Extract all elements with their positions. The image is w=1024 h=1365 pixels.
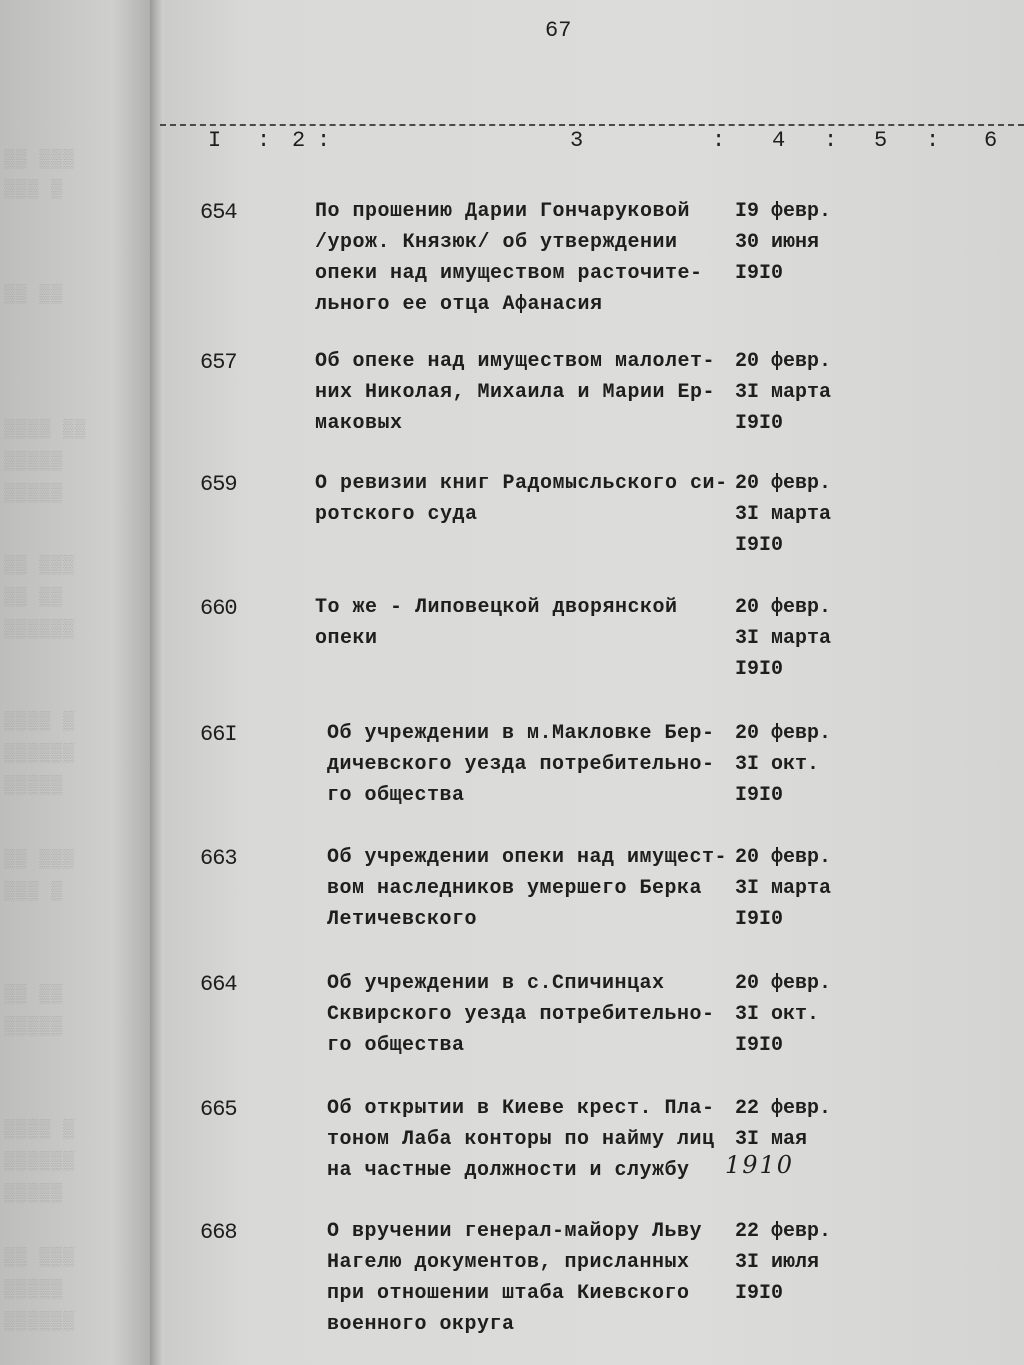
column-separator: : bbox=[317, 128, 331, 153]
column-separator: : bbox=[712, 128, 726, 153]
entry-number: 665 bbox=[200, 1097, 237, 1122]
entry-description: Об открытии в Киеве крест. Пла- тоном Лаба конторы по найму лиц на частные должности и службу bbox=[327, 1097, 715, 1182]
entry-description: О вручении генерал-майору Льву Нагелю документов, присланных при отношении штаба Киевского военного округа bbox=[327, 1220, 703, 1336]
entry-dates: 22 февр. 3I июля I9I0 bbox=[735, 1220, 832, 1305]
entry-description: Об учреждении в с.Спичинцах Сквирского уезда потребительно- го общества bbox=[327, 972, 715, 1057]
column-header-2: 2 bbox=[292, 128, 306, 153]
entry-description: То же - Липовецкой дворянской опеки bbox=[315, 596, 678, 650]
entry-number: 654 bbox=[200, 200, 237, 225]
entry-dates: 20 февр. 3I окт. I9I0 bbox=[735, 722, 832, 807]
entry-description: Об учреждении опеки над имущест- вом наследников умершего Берка Летичевского bbox=[327, 846, 728, 931]
entry-description: По прошению Дарии Гончаруковой /урож. Князюк/ об утверждении опеки над имуществом расточите- льного ее отца Афанасия bbox=[315, 200, 703, 316]
entry-dates: 20 февр. 3I марта I9I0 bbox=[735, 350, 832, 435]
entry-dates: 20 февр. 3I окт. I9I0 bbox=[735, 972, 832, 1057]
entry-number: 663 bbox=[200, 846, 237, 871]
column-header-6: 6 bbox=[984, 128, 998, 153]
column-separator: : bbox=[926, 128, 940, 153]
page-number: 67 bbox=[545, 18, 572, 43]
column-header-4: 4 bbox=[772, 128, 786, 153]
column-header-3: 3 bbox=[570, 128, 584, 153]
entry-number: 66I bbox=[200, 722, 237, 747]
entry-number: 659 bbox=[200, 472, 237, 497]
entry-dates: 20 февр. 3I марта I9I0 bbox=[735, 596, 832, 681]
entry-dates: 20 февр. 3I марта I9I0 bbox=[735, 472, 832, 557]
column-header-1: I bbox=[208, 128, 222, 153]
column-separator: : bbox=[824, 128, 838, 153]
entry-dates: 22 февр. 3I мая bbox=[735, 1097, 832, 1151]
entry-dates: 20 февр. 3I марта I9I0 bbox=[735, 846, 832, 931]
entry-description: Об учреждении в м.Макловке Бер- дичевского уезда потребительно- го общества bbox=[327, 722, 715, 807]
entry-dates: I9 февр. 30 июня I9I0 bbox=[735, 200, 832, 285]
header-rule bbox=[160, 124, 1024, 126]
book-gutter bbox=[150, 0, 164, 1365]
entry-number: 664 bbox=[200, 972, 237, 997]
handwritten-year: 1910 bbox=[725, 1151, 795, 1179]
column-separator: : bbox=[257, 128, 271, 153]
column-header-5: 5 bbox=[874, 128, 888, 153]
facing-page-bleed: ▒▒ ▒▒▒ ▒▒▒ ▒ ▒▒ ▒▒ ▒▒▒▒ ▒▒ ▒▒▒▒▒ ▒▒▒▒▒ ▒▒ ▒▒▒ ▒▒ ▒▒ ▒▒▒▒▒▒ ▒▒▒▒ ▒ ▒▒▒▒▒▒ ▒▒▒▒▒ ▒▒ ▒▒▒ ▒▒▒ ▒ ▒▒ ▒▒ ▒▒▒▒▒ ▒▒▒▒ ▒ ▒▒▒▒▒▒ ▒▒▒▒▒ ▒▒ ▒▒▒ ▒▒▒▒▒ ▒▒▒▒▒▒ bbox=[4, 150, 87, 1332]
entry-description: О ревизии книг Радомысльского си- ротского суда bbox=[315, 472, 728, 526]
entry-description: Об опеке над имуществом малолет- них Николая, Михаила и Марии Ер- маковых bbox=[315, 350, 716, 435]
entry-number: 660 bbox=[200, 596, 237, 621]
entry-number: 657 bbox=[200, 350, 237, 375]
entry-number: 668 bbox=[200, 1220, 237, 1245]
